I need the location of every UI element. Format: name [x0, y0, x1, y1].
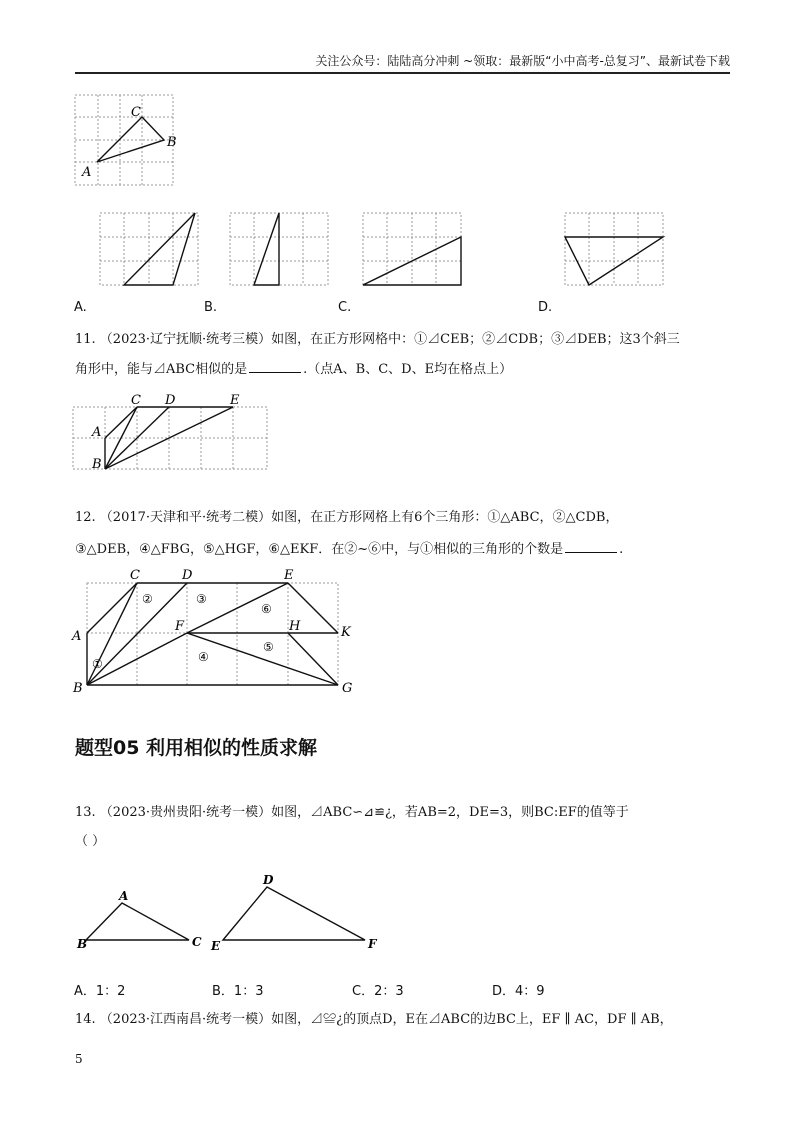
- q13-option-a: A．1：2: [74, 984, 126, 999]
- q13-label-d: D: [263, 873, 274, 887]
- q12-label-d: D: [182, 568, 193, 583]
- option-d-label: D.: [538, 300, 553, 315]
- q12-num-2: ②: [142, 592, 153, 606]
- q11-line1: 11. （2023·辽宁抚顺·统考三模）如图，在正方形网格中：①⊿CEB；②⊿CDB；③⊿DEB；这3个斜三: [75, 332, 680, 347]
- q12-line1: 12. （2017·天津和平·统考二模）如图，在正方形网格上有6个三角形：①△ABC，②△CDB，: [75, 510, 619, 525]
- figure-abc-grid: [60, 90, 200, 200]
- q12-num-6: ⑥: [261, 602, 272, 616]
- option-a-figure: [95, 210, 205, 290]
- option-c-figure: [358, 210, 468, 290]
- q12-num-5: ⑤: [263, 640, 274, 654]
- q12-line2-pre: ③△DEB，④△FBG，⑤△HGF，⑥△EKF．在②~⑥中，与①相似的三角形的个数是: [75, 542, 564, 557]
- q12-num-1: ①: [92, 657, 103, 671]
- page-header: 关注公众号：陆陆高分冲刺 ~领取：最新版“小中高考-总复习”、最新试卷下载: [315, 54, 730, 68]
- q11-label-e: E: [230, 393, 240, 408]
- q12-label-a: A: [72, 629, 82, 644]
- q13-figure: [75, 870, 395, 960]
- q12-label-h: H: [289, 619, 301, 634]
- q11-line2: [75, 358, 512, 380]
- option-c-label: C.: [338, 300, 352, 315]
- q12-figure: [70, 566, 360, 696]
- q12-label-k: K: [341, 625, 351, 640]
- q12-answer-blank[interactable]: [565, 538, 617, 553]
- q13-label-f: F: [368, 937, 377, 951]
- q12-line2: [75, 538, 623, 560]
- option-b-label: B.: [204, 300, 218, 315]
- q13-option-b: B．1：3: [212, 984, 264, 999]
- section-title: 题型05 利用相似的性质求解: [75, 737, 318, 759]
- q12-num-3: ③: [196, 592, 207, 606]
- option-b-figure: [225, 210, 335, 290]
- q11-line2-post: .（点A、B、C、D、E均在格点上）: [303, 362, 513, 377]
- header-divider: [75, 72, 730, 74]
- q11-answer-blank[interactable]: [249, 358, 301, 373]
- option-d-figure: [560, 210, 670, 290]
- q12-line2-post: .: [619, 542, 624, 557]
- q13-line2: （ ）: [75, 834, 106, 849]
- q11-label-d: D: [165, 393, 176, 408]
- q13-label-b: B: [77, 937, 88, 951]
- q12-num-4: ④: [198, 650, 209, 664]
- q14-line1: 14. （2023·江西南昌·统考一模）如图，⊿≌¿的顶点D，E在⊿ABC的边BC上，EF ∥ AC，DF ∥ AB，: [75, 1012, 673, 1027]
- q12-label-c: C: [130, 568, 140, 583]
- q13-option-c: C．2：3: [352, 984, 404, 999]
- q11-line2-pre: 角形中，能与⊿ABC相似的是: [75, 362, 248, 377]
- label-c: C: [131, 105, 141, 120]
- q12-label-e: E: [284, 568, 294, 583]
- label-b: B: [167, 135, 177, 150]
- q13-option-d: D．4：9: [492, 984, 545, 999]
- q12-label-b: B: [73, 681, 83, 696]
- page-number: 5: [75, 1052, 83, 1066]
- option-a-label: A.: [74, 300, 87, 315]
- q13-label-e: E: [211, 939, 221, 953]
- q13-label-c: C: [192, 935, 202, 949]
- q13-label-a: A: [119, 889, 129, 903]
- q11-label-a: A: [92, 425, 102, 440]
- q11-figure: [70, 392, 280, 477]
- q13-line1: 13. （2023·贵州贵阳·统考一模）如图，⊿ABC∽⊿≌¿，若AB=2，DE=3，则BC:EF的值等于: [75, 805, 629, 820]
- q11-label-c: C: [131, 393, 141, 408]
- q12-label-f: F: [175, 619, 185, 634]
- q11-label-b: B: [92, 457, 102, 472]
- label-a: A: [82, 165, 92, 180]
- q12-label-g: G: [342, 681, 353, 696]
